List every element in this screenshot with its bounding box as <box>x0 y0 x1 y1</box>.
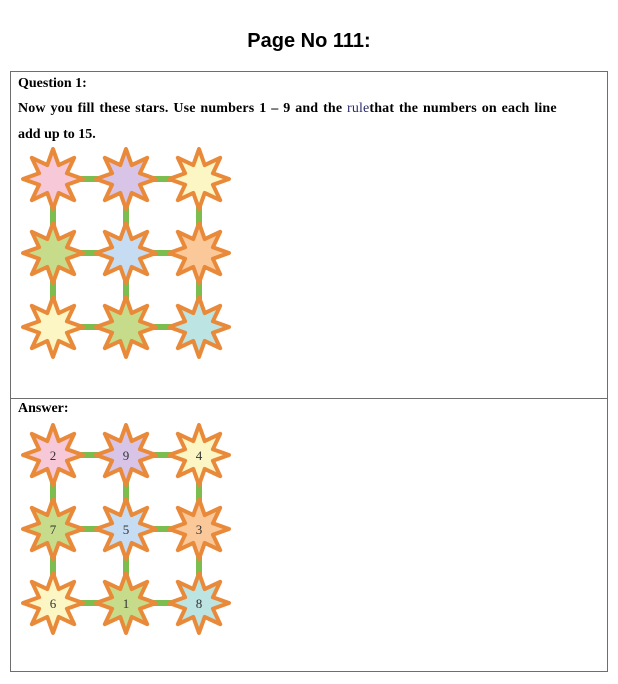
question-text-part: that the numbers on each line <box>369 101 557 116</box>
question-star <box>169 297 229 357</box>
answer-star-number: 3 <box>195 522 203 537</box>
answer-star-number: 5 <box>122 522 130 537</box>
answer-star <box>23 499 83 559</box>
question-star <box>169 223 229 283</box>
answer-star-number: 8 <box>195 596 203 611</box>
question-star <box>96 223 156 283</box>
answer-star <box>23 425 83 485</box>
page-title: Page No 111: <box>247 30 371 52</box>
question-star <box>23 149 83 209</box>
question-text-line-1 <box>18 101 557 117</box>
answer-star-number: 6 <box>49 596 57 611</box>
question-text-line-2: add up to 15. <box>18 127 96 142</box>
answer-star <box>169 425 229 485</box>
question-box <box>10 71 608 399</box>
star-icon <box>169 297 229 357</box>
answer-star-number: 4 <box>195 448 203 463</box>
star-icon <box>23 223 83 283</box>
answer-star <box>96 573 156 633</box>
answer-star <box>96 499 156 559</box>
question-star <box>23 297 83 357</box>
star-grid-answer <box>16 423 246 645</box>
answer-heading: Answer: <box>18 401 69 416</box>
answer-star <box>23 573 83 633</box>
question-star <box>96 149 156 209</box>
star-icon <box>96 297 156 357</box>
rule-word: rule <box>347 101 370 116</box>
answer-star <box>169 499 229 559</box>
question-text-part: Now you fill these stars. Use numbers 1 – 9 and the <box>18 101 348 116</box>
answer-star-number: 7 <box>49 522 57 537</box>
answer-star-number: 2 <box>49 448 57 463</box>
star-icon <box>96 223 156 283</box>
star-grid-question <box>16 147 246 369</box>
answer-star <box>96 425 156 485</box>
star-icon <box>23 149 83 209</box>
question-star <box>23 223 83 283</box>
answer-box <box>10 398 608 672</box>
star-icon <box>96 149 156 209</box>
star-icon <box>169 223 229 283</box>
question-heading: Question 1: <box>18 76 87 91</box>
question-star <box>169 149 229 209</box>
answer-star-number: 1 <box>122 596 130 611</box>
answer-star <box>169 573 229 633</box>
star-icon <box>23 297 83 357</box>
question-star <box>96 297 156 357</box>
star-icon <box>169 149 229 209</box>
answer-star-number: 9 <box>122 448 130 463</box>
